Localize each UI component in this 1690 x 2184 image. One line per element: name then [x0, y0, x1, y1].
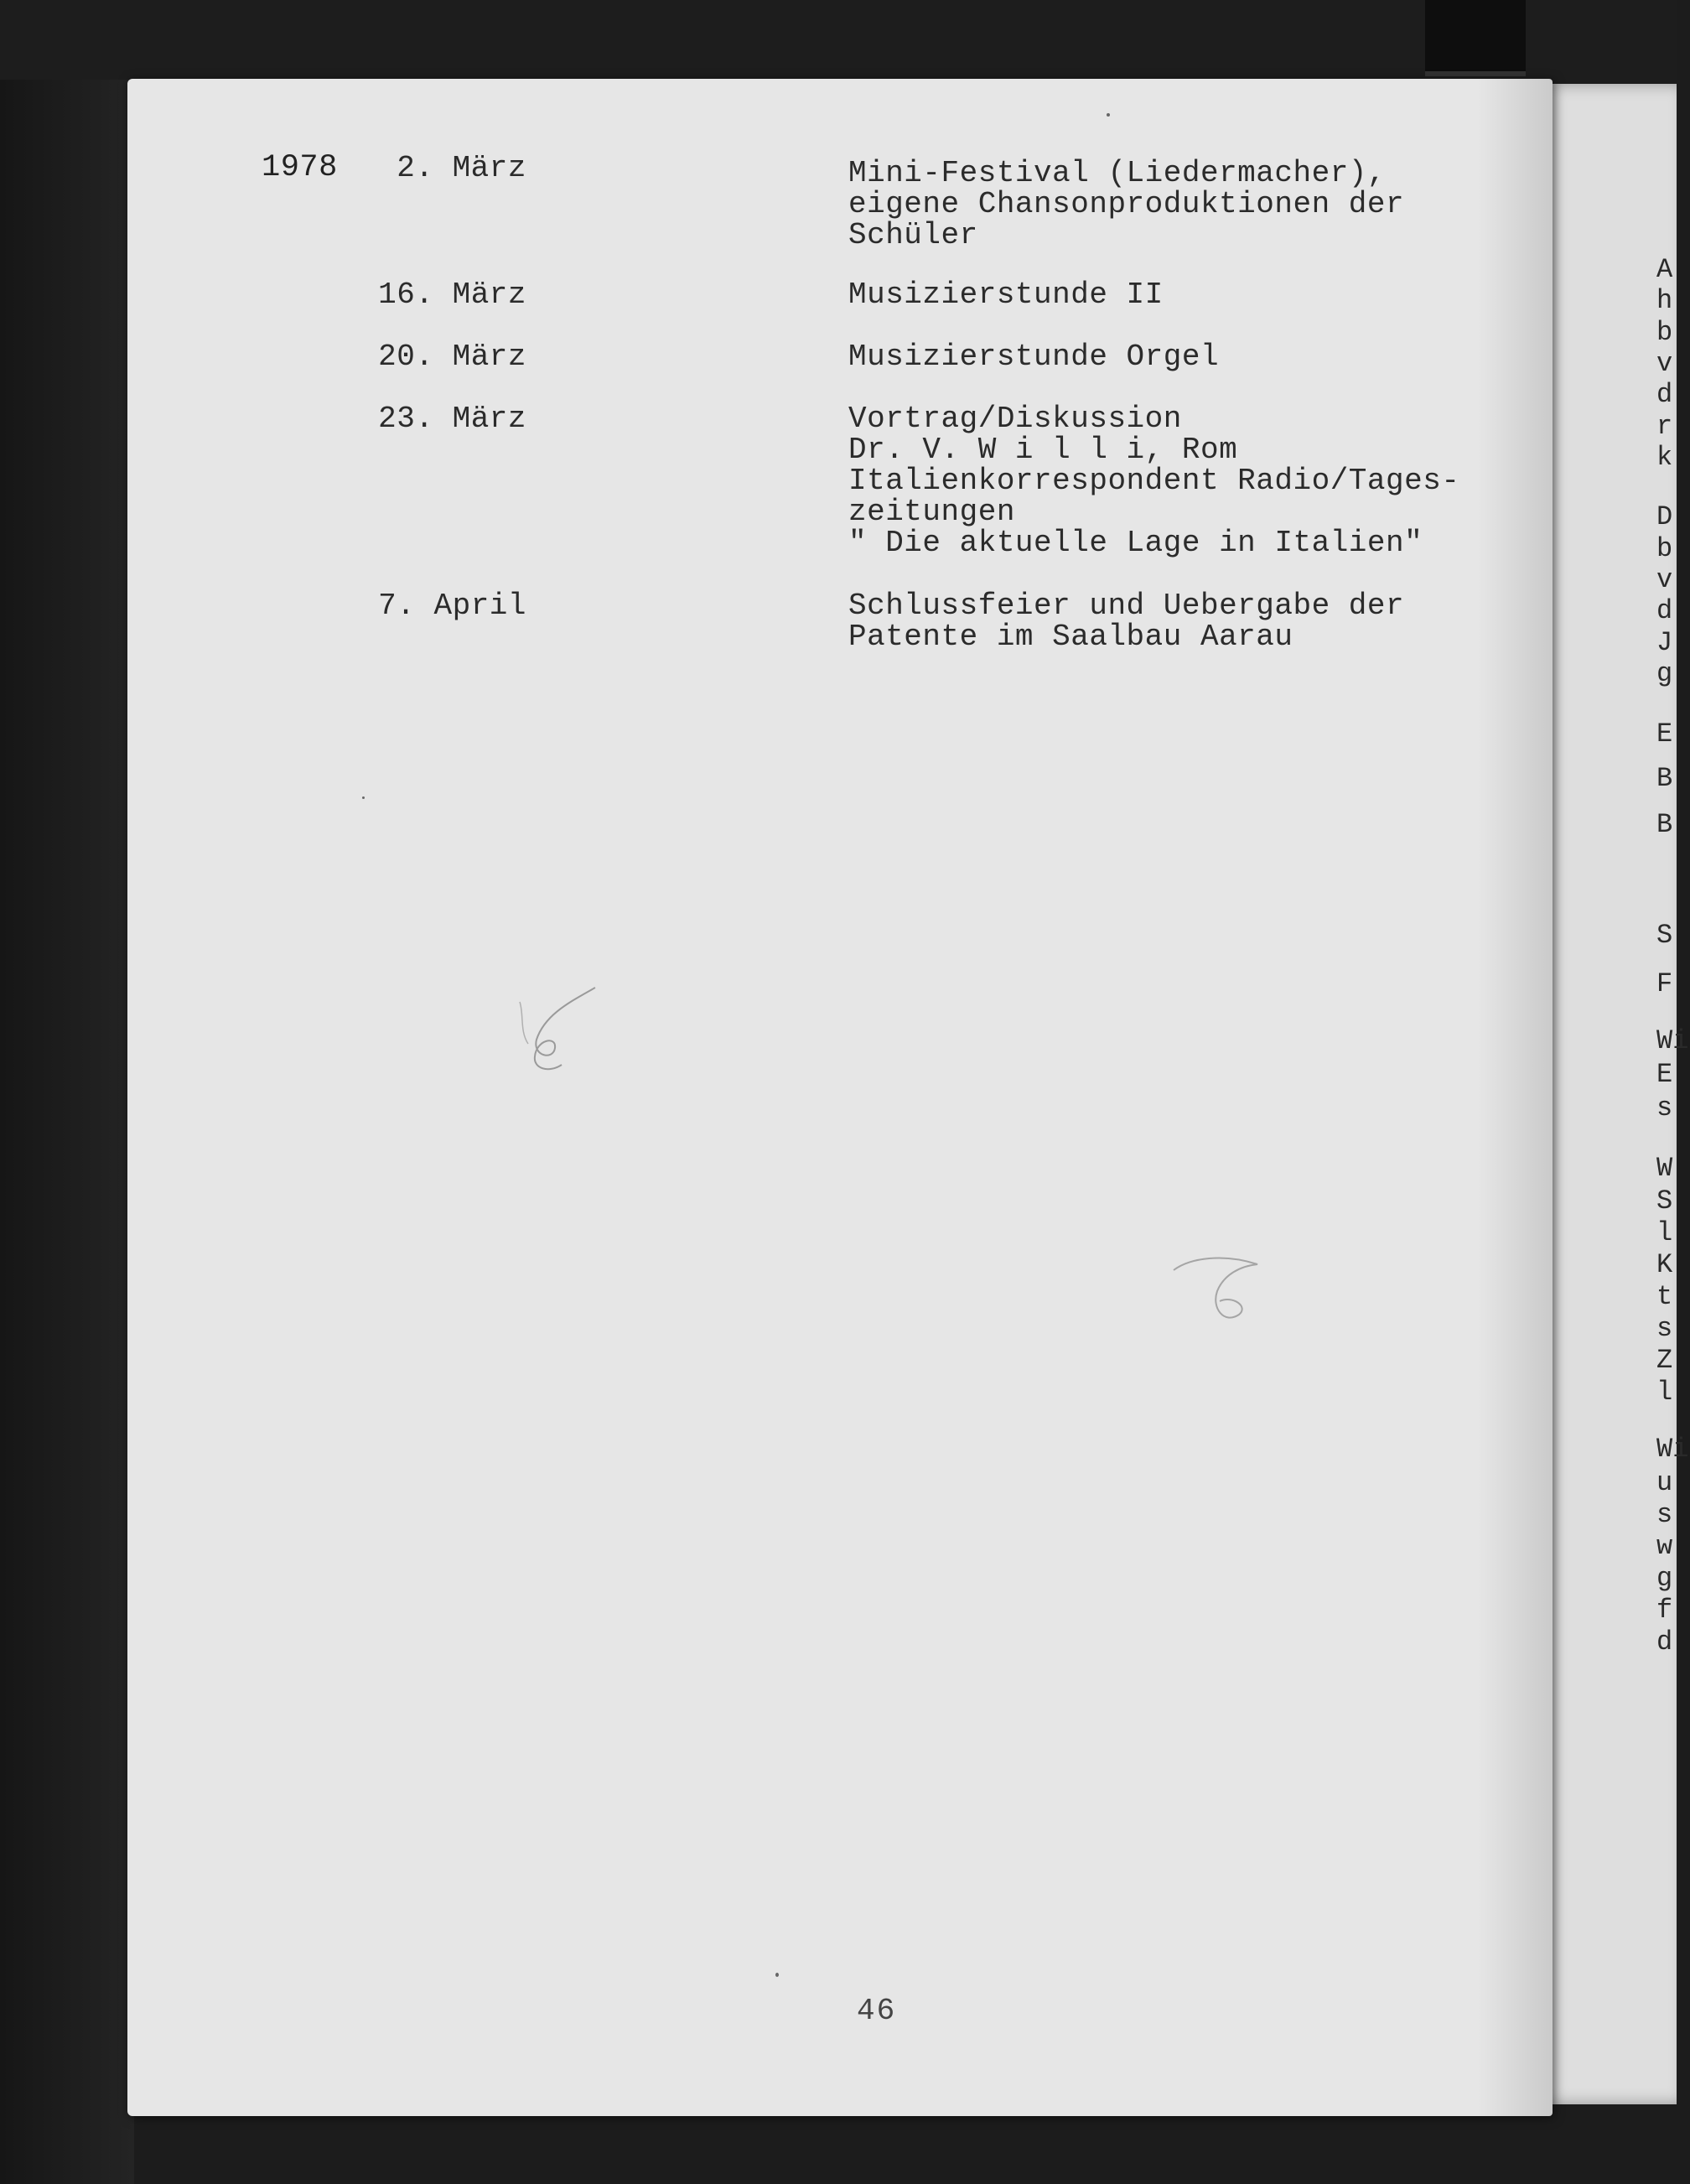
adjacent-letter: d	[1656, 1626, 1673, 1657]
entry-date: 2. März	[397, 151, 526, 185]
adjacent-letter: W	[1656, 1153, 1673, 1184]
entry-date: 20. März	[378, 340, 526, 374]
entry-description-line: Patente im Saalbau Aarau	[848, 620, 1293, 654]
schedule-year: 1978	[262, 150, 338, 185]
adjacent-letter: r	[1656, 411, 1673, 442]
entry-date: 23. März	[378, 402, 526, 436]
adjacent-letter: w	[1656, 1531, 1673, 1562]
entry-description-line: Musizierstunde II	[848, 278, 1164, 312]
adjacent-letter: h	[1656, 285, 1673, 316]
adjacent-letter: t	[1656, 1281, 1673, 1312]
adjacent-page-text	[1656, 0, 1690, 2184]
entry-description-line: Dr. V. W i l l i, Rom	[848, 433, 1238, 467]
adjacent-letter: s	[1656, 1499, 1673, 1530]
entry-description-line: Schüler	[848, 218, 978, 252]
adjacent-letter: S	[1656, 1185, 1673, 1217]
adjacent-letter: Z	[1656, 1345, 1673, 1376]
pencil-scribble	[503, 981, 620, 1090]
adjacent-letter: l	[1656, 1217, 1673, 1248]
entry-description-line: eigene Chansonproduktionen der	[848, 187, 1405, 221]
adjacent-letter: g	[1656, 658, 1673, 689]
adjacent-letter: k	[1656, 442, 1673, 473]
adjacent-letter: D	[1656, 501, 1673, 532]
entry-description-line: Schlussfeier und Uebergabe der	[848, 589, 1405, 623]
entry-description-line: zeitungen	[848, 495, 1015, 529]
adjacent-letter: A	[1656, 254, 1673, 285]
entry-description-line: Mini-Festival (Liedermacher),	[848, 156, 1387, 190]
adjacent-letter: u	[1656, 1467, 1673, 1498]
adjacent-letter: v	[1656, 348, 1673, 379]
adjacent-letter: d	[1656, 379, 1673, 410]
adjacent-letter: s	[1656, 1092, 1673, 1123]
adjacent-letter: v	[1656, 564, 1673, 595]
adjacent-letter: F	[1656, 968, 1673, 999]
adjacent-letter: B	[1656, 763, 1673, 794]
entry-description-line: Italienkorrespondent Radio/Tages-	[848, 464, 1460, 498]
adjacent-letter: b	[1656, 317, 1673, 348]
paper-speck	[775, 1973, 779, 1977]
adjacent-letter: l	[1656, 1377, 1673, 1408]
binder-clip	[1425, 0, 1526, 76]
entry-date: 16. März	[378, 278, 526, 312]
backdrop-left	[0, 0, 134, 2184]
adjacent-letter: E	[1656, 718, 1673, 750]
adjacent-letter: E	[1656, 1059, 1673, 1090]
adjacent-letter: K	[1656, 1249, 1673, 1280]
adjacent-letter: S	[1656, 920, 1673, 951]
paper-speck	[362, 796, 365, 799]
adjacent-letter: Wi	[1656, 1025, 1689, 1056]
adjacent-letter: g	[1656, 1563, 1673, 1594]
adjacent-letter: f	[1656, 1595, 1673, 1626]
adjacent-letter: d	[1656, 595, 1673, 626]
document-page	[127, 79, 1553, 2116]
pencil-scribble	[1165, 1249, 1283, 1341]
adjacent-letter: Wi	[1656, 1434, 1689, 1465]
adjacent-letter: J	[1656, 627, 1673, 658]
entry-description-line: " Die aktuelle Lage in Italien"	[848, 526, 1423, 560]
adjacent-letter: B	[1656, 809, 1673, 840]
entry-description-line: Vortrag/Diskussion	[848, 402, 1182, 436]
adjacent-letter: s	[1656, 1313, 1673, 1344]
adjacent-letter: b	[1656, 533, 1673, 564]
entry-description-line: Musizierstunde Orgel	[848, 340, 1220, 374]
entry-date: 7. April	[378, 589, 526, 623]
page-number: 46	[857, 1994, 897, 2028]
paper-speck	[1107, 113, 1110, 117]
